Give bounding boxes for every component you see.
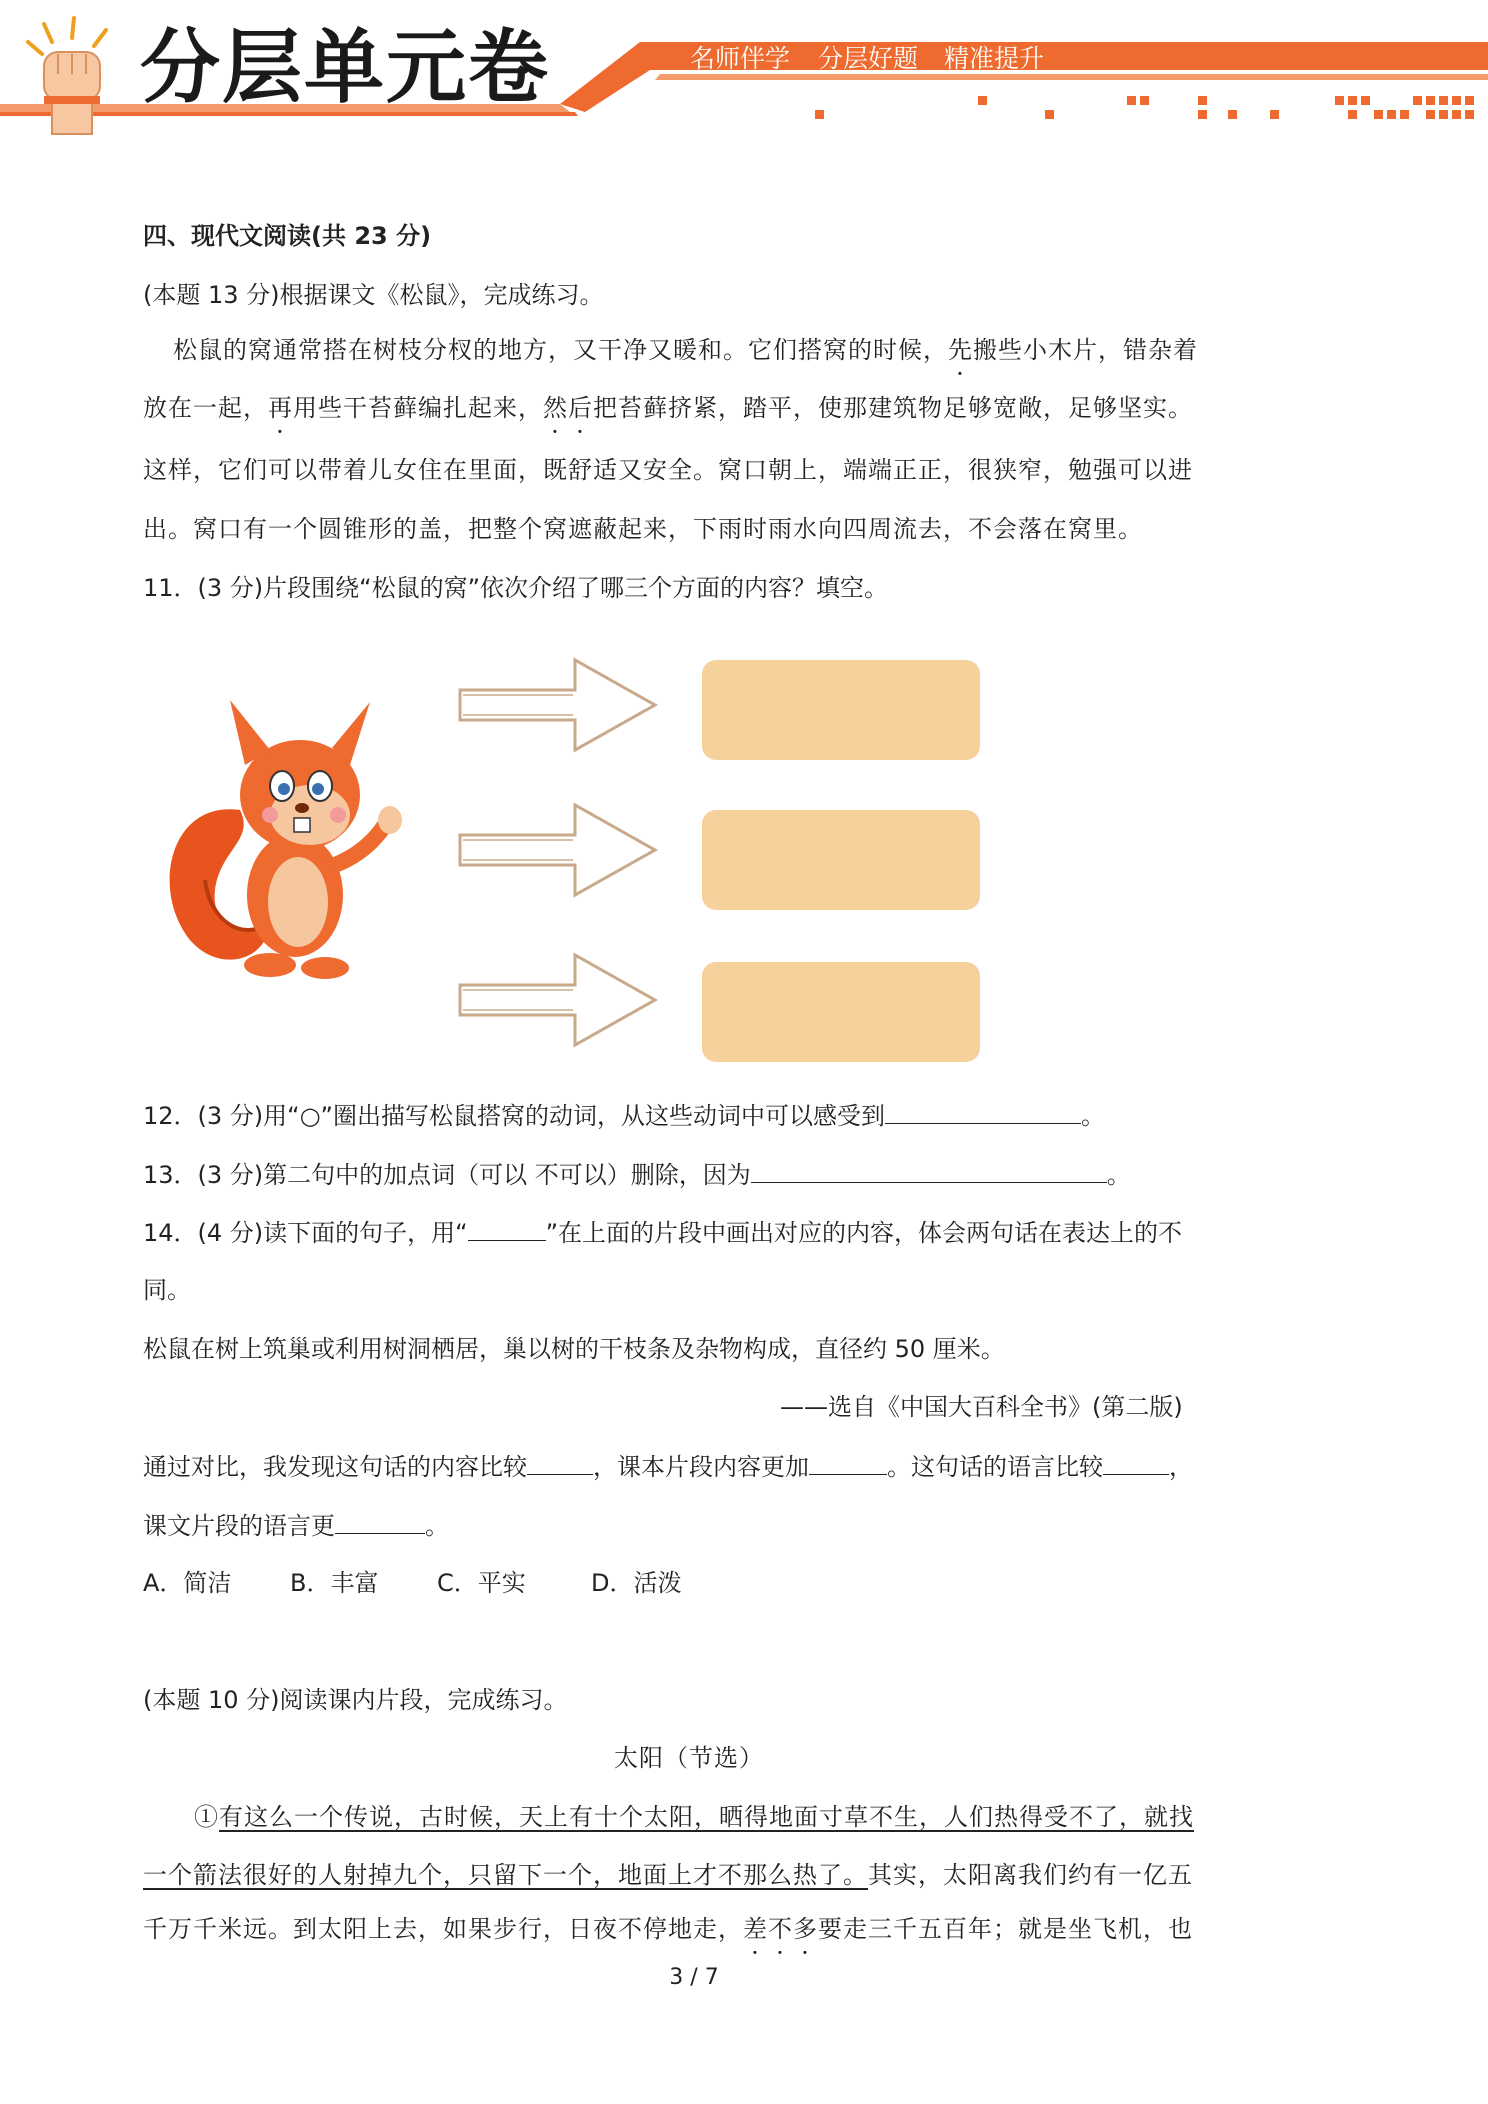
question-text: 12．(3 分)用“○”圈出描写松鼠搭窝的动词，从这些动词中可以感受到 bbox=[143, 1102, 885, 1130]
answer-blank[interactable] bbox=[751, 1158, 1107, 1183]
passage2-title: 太阳（节选） bbox=[614, 1744, 764, 1772]
dotted-word: 差 bbox=[743, 1915, 768, 1943]
arrows-graphic bbox=[455, 640, 995, 1080]
underlined-text: 一个箭法很好的人射掉九个，只留下一个，地面上才不那么热了。 bbox=[143, 1861, 868, 1889]
passage-text: 松鼠的窝通常搭在树枝分杈的地方，又干净又暖和。它们搭窝的时候， bbox=[173, 336, 948, 364]
answer-blank[interactable] bbox=[1103, 1450, 1169, 1475]
page-number: 3 / 7 bbox=[669, 1965, 719, 1990]
question-text: 通过对比，我发现这句话的内容比较 bbox=[143, 1453, 527, 1481]
slogan-1: 名师伴学 bbox=[690, 44, 791, 73]
dotted-word: 先 bbox=[948, 336, 973, 364]
question-text: ”在上面的片段中画出对应的内容，体会两句话在表达上的不 bbox=[545, 1219, 1183, 1247]
answer-blank[interactable] bbox=[527, 1450, 593, 1475]
answer-box-1[interactable] bbox=[702, 660, 980, 760]
passage2-line-2 bbox=[143, 1859, 1193, 1891]
passage1-line-3: 这样，它们可以带着儿女住在里面，既舒适又安全。窝口朝上，端端正正，很狭窄，勉强可以进 bbox=[143, 456, 1193, 484]
question-text: ， bbox=[1169, 1453, 1193, 1481]
question-text: 。 bbox=[1080, 1102, 1105, 1130]
passage1-line-1 bbox=[173, 334, 1198, 366]
header-title: 分层单元卷 bbox=[140, 21, 550, 114]
answer-blank[interactable] bbox=[809, 1450, 887, 1475]
question-text: 。这句话的语言比较 bbox=[887, 1453, 1103, 1481]
comparison-line-2 bbox=[143, 1509, 449, 1542]
answer-box-2[interactable] bbox=[702, 810, 980, 910]
slogan-3: 精准提升 bbox=[944, 44, 1045, 73]
question-text: 。 bbox=[1106, 1161, 1131, 1189]
passage2-line-1 bbox=[194, 1801, 1194, 1833]
comparison-line bbox=[143, 1450, 1193, 1483]
passage-text: 其实，太阳离我们约有一亿五 bbox=[868, 1861, 1193, 1889]
part1-intro: (本题 13 分)根据课文《松鼠》，完成练习。 bbox=[143, 281, 604, 309]
dotted-word: 多 bbox=[793, 1915, 818, 1943]
dotted-word: 不 bbox=[768, 1915, 793, 1943]
answer-box-3[interactable] bbox=[702, 962, 980, 1062]
question-text: 13．(3 分)第二句中的加点词（可以 不可以）删除，因为 bbox=[143, 1161, 751, 1189]
quote-sentence: 松鼠在树上筑巢或利用树洞栖居，巢以树的干枝条及杂物构成，直径约 50 厘米。 bbox=[143, 1335, 1005, 1363]
part2-intro: (本题 10 分)阅读课内片段，完成练习。 bbox=[143, 1686, 568, 1714]
passage-text: 搬些小木片，错杂着 bbox=[973, 336, 1198, 364]
question-text: ，课本片段内容更加 bbox=[593, 1453, 809, 1481]
answer-blank[interactable] bbox=[335, 1509, 425, 1534]
answer-blank[interactable] bbox=[468, 1216, 546, 1241]
option-a[interactable]: A．简洁 bbox=[143, 1569, 232, 1597]
question-text: 14．(4 分)读下面的句子，用“ bbox=[143, 1219, 468, 1247]
passage1-line-4: 出。窝口有一个圆锥形的盖，把整个窝遮蔽起来，下雨时雨水向四周流去，不会落在窝里。 bbox=[143, 515, 1143, 543]
option-c[interactable]: C．平实 bbox=[437, 1569, 526, 1597]
slogan-2: 分层好题 bbox=[818, 44, 919, 73]
quote-source: ——选自《中国大百科全书》(第二版) bbox=[780, 1393, 1183, 1421]
option-d[interactable]: D．活泼 bbox=[591, 1569, 682, 1597]
dotted-word: 然 bbox=[543, 394, 568, 422]
question-13 bbox=[143, 1158, 1131, 1191]
question-11: 11．(3 分)片段围绕“松鼠的窝”依次介绍了哪三个方面的内容？填空。 bbox=[143, 574, 889, 602]
section-heading: 四、现代文阅读(共 23 分) bbox=[143, 222, 432, 250]
question-12 bbox=[143, 1099, 1105, 1132]
dotted-word: 后 bbox=[568, 394, 593, 422]
question-text: 课文片段的语言更 bbox=[143, 1512, 335, 1540]
passage-text: 要走三千五百年；就是坐飞机，也 bbox=[818, 1915, 1193, 1943]
question-14-cont: 同。 bbox=[143, 1276, 191, 1304]
option-b[interactable]: B．丰富 bbox=[290, 1569, 379, 1597]
underlined-text: 有这么一个传说，古时候，天上有十个太阳，晒得地面寸草不生，人们热得受不了，就找 bbox=[219, 1803, 1194, 1831]
passage-text: 用些干苔藓编扎起来， bbox=[293, 394, 543, 422]
passage-text: 把苔藓挤紧，踏平，使那建筑物足够宽敞，足够坚实。 bbox=[593, 394, 1193, 422]
passage-text: 放在一起， bbox=[143, 394, 268, 422]
dotted-word: 再 bbox=[268, 394, 293, 422]
question-14 bbox=[143, 1216, 1182, 1249]
squirrel-illustration bbox=[160, 690, 430, 1000]
answer-blank[interactable] bbox=[885, 1099, 1081, 1124]
passage2-line-3 bbox=[143, 1913, 1193, 1945]
passage1-line-2 bbox=[143, 392, 1193, 424]
passage-text: 千万千米远。到太阳上去，如果步行，日夜不停地走， bbox=[143, 1915, 743, 1943]
paragraph-number: ① bbox=[194, 1803, 219, 1831]
fist-logo-icon bbox=[14, 12, 124, 137]
question-text: 。 bbox=[425, 1512, 449, 1540]
